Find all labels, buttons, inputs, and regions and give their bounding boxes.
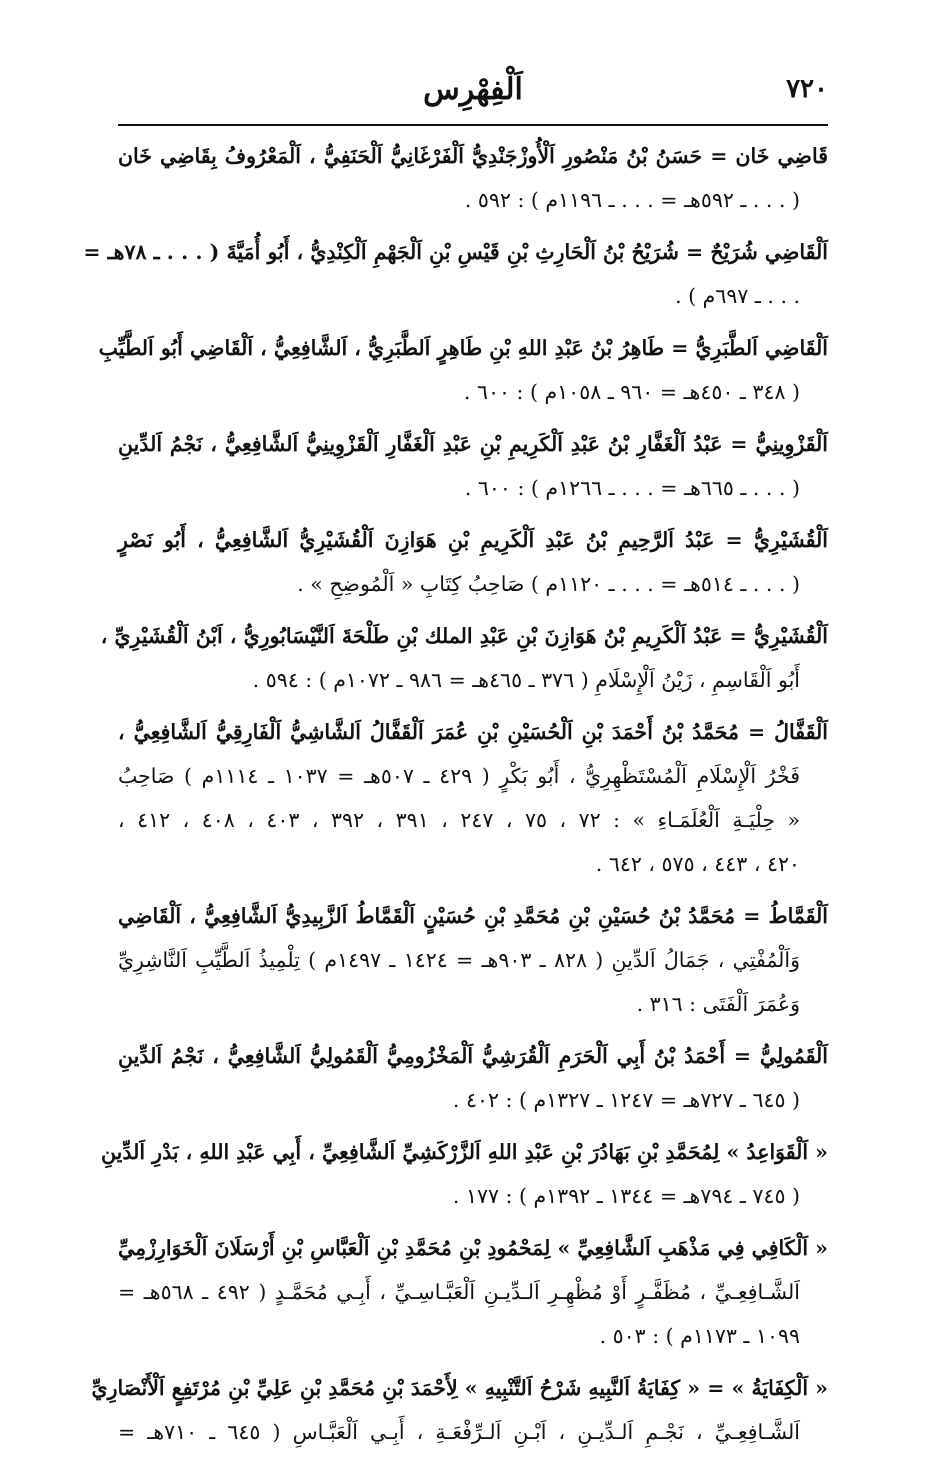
index-entry xyxy=(98,326,828,414)
entry-line: اَلْقُشَيْرِيُّ = عَبْدُ اَلْكَرِيمِ بْنُ هَوَازِنَ بْنِ عَبْدِ الملك بْنِ طَلْحَةَ اَلنَّيْسَابُورِيُّ ، اَبْنُ اَلْقُشَيْرِيِّ ، xyxy=(100,624,828,648)
index-entry xyxy=(118,894,828,1026)
entry-line: ( ٣٤٨ ـ ٤٥٠هـ = ٩٦٠ ـ ١٠٥٨م ) : ٦٠٠ . xyxy=(463,380,800,404)
entry-line: ( . . . ـ ٥٩٢هـ = . . . ـ ١١٩٦م ) : ٥٩٢ . xyxy=(464,188,800,212)
entry-line: « اَلْقَوَاعِدُ » لِمُحَمَّدِ بْنِ بَهَادُرَ بْنِ عَبْدِ اللهِ اَلزَّرْكَشِيِّ اَلشَّافِعِيِّ ، أَبِي عَبْدِ اللهِ ، بَدْرِ اَلدِّينِ xyxy=(101,1140,828,1164)
entry-line: . . . ـ ٦٩٧م ) . xyxy=(675,284,800,308)
entry-line: ( ٧٤٥ ـ ٧٩٤هـ = ١٣٤٤ ـ ١٣٩٢م ) : ١٧٧ . xyxy=(452,1184,800,1208)
page-header xyxy=(118,70,828,114)
page-title: اَلْفِهْرِس xyxy=(423,72,523,107)
index-entries xyxy=(83,134,828,1462)
index-entry xyxy=(118,518,828,606)
header-divider xyxy=(118,124,828,126)
entry-line: « حِلْيَـةِ اَلْعُلَمَـاءِ » : ٧٢ ، ٧٥ ، ٢٤٧ ، ٣٩١ ، ٣٩٢ ، ٤٠٣ ، ٤٠٨ ، ٤١٢ ، xyxy=(118,808,801,832)
entry-line: « اَلْكَافِي فِي مَذْهَبِ اَلشَّافِعِيِّ » لِمَحْمُودِ بْنِ مُحَمَّدِ بْنِ اَلْعَبَّاسِ بْنِ أَرْسَلَانَ اَلْخَوَارِزْمِيِّ xyxy=(118,1236,828,1260)
index-entry xyxy=(118,1226,828,1358)
page-number: ٧٢٠ xyxy=(786,74,828,104)
entry-line: اَلْقَفَّالُ = مُحَمَّدُ بْنُ أَحْمَدَ بْنِ اَلْحُسَيْنِ بْنِ عُمَرَ اَلْقَفَّالُ اَلشَّاشِيُّ اَلْفَارِقِيُّ اَلشَّافِعِيُّ ، xyxy=(118,720,828,744)
entry-line: فَخْرُ اَلْإِسْلَامِ اَلْمُسْتَظْهِرِيُّ ، أَبُو بَكْرٍ ( ٤٢٩ ـ ٥٠٧هـ = ١٠٣٧ ـ ١١١٤م ) صَاحِبُ xyxy=(118,764,800,788)
entry-line: قَاضِي خَان = حَسَنُ بْنُ مَنْصُورِ اَلْأُوزْجَنْدِيُّ اَلْفَرْغَانِيُّ اَلْحَنَفِيُّ ، اَلْمَعْرُوفُ بِقَاضِي خَان xyxy=(118,144,828,168)
index-entry xyxy=(83,230,828,318)
entry-line: ( . . . ـ ٥١٤هـ = . . . ـ ١١٢٠م ) صَاحِبُ كِتَابِ « اَلْمُوضِحِ » . xyxy=(297,572,800,596)
index-entry xyxy=(100,614,828,702)
entry-line: ١٠٩٩ ـ ١١٧٣م ) : ٥٠٣ . xyxy=(599,1324,800,1348)
index-entry xyxy=(118,710,828,886)
index-entry xyxy=(118,134,828,222)
entry-line: ( ٦٤٥ ـ ٧٢٧هـ = ١٢٤٧ ـ ١٣٢٧م ) : ٤٠٢ . xyxy=(452,1088,800,1112)
entry-line: وَعُمَرَ اَلْفَتَى : ٣١٦ . xyxy=(636,992,800,1016)
index-entry xyxy=(101,1130,828,1218)
index-entry xyxy=(118,1034,828,1122)
entry-line: اَلْقُشَيْرِيُّ = عَبْدُ اَلرَّحِيمِ بْنُ عَبْدِ اَلْكَرِيمِ بْنِ هَوَازِنَ اَلْقُشَيْرِيُّ اَلشَّافِعِيُّ ، أَبُو نَصْرٍ xyxy=(118,528,828,552)
entry-line: اَلْقَاضِي اَلطَّبَرِيُّ = طَاهِرُ بْنُ عَبْدِ اللهِ بْنِ طَاهِرٍ اَلطَّبَرِيُّ ، اَلشَّافِعِيُّ ، اَلْقَاضِي أَبُو اَلطَّيِّبِ xyxy=(98,336,828,360)
index-entry xyxy=(118,422,828,510)
entry-line: ٤٢٠ ، ٤٤٣ ، ٥٧٥ ، ٦٤٢ . xyxy=(595,852,800,876)
entry-line: أَبُو اَلْقَاسِمِ ، زَيْنُ اَلْإِسْلَامِ ( ٣٧٦ ـ ٤٦٥هـ = ٩٨٦ ـ ١٠٧٢م ) : ٥٩٤ . xyxy=(252,668,800,692)
entry-line: اَلشَّـافِعِـيِّ ، مُظَفَّـرٍ أَوْ مُظْهِـرِ اَلـدِّيـنِ اَلْعَبَّـاسِـيِّ ، أَبِـي مُحَمَّـدٍ ( ٤٩٢ ـ ٥٦٨هـ = xyxy=(118,1280,800,1304)
entry-line: اَلْقَمَّاطُ = مُحَمَّدُ بْنُ حُسَيْنِ بْنِ مُحَمَّدِ بْنِ حُسَيْنٍ اَلْقَمَّاطُ اَلزَّبِيدِيُّ اَلشَّافِعِيُّ ، اَلْقَاضِي xyxy=(118,904,828,928)
entry-line: ( . . . ـ ٦٦٥هـ = . . . ـ ١٢٦٦م ) : ٦٠٠ . xyxy=(464,476,800,500)
entry-line: اَلْقَمُولِيُّ = أَحْمَدُ بْنُ أَبِي اَلْحَرَمِ اَلْقُرَشِيُّ اَلْمَخْزُومِيُّ اَلْقَمُولِيُّ اَلشَّافِعِيُّ ، نَجْمُ اَلدِّينِ xyxy=(118,1044,828,1068)
entry-line: وَاَلْمُفْتِي ، جَمَالُ اَلدِّينِ ( ٨٢٨ ـ ٩٠٣هـ = ١٤٢٤ ـ ١٤٩٧م ) تِلْمِيذُ اَلطَّيِّبِ اَلنَّاشِرِيِّ xyxy=(118,948,801,972)
index-entry xyxy=(91,1366,828,1454)
entry-line: « اَلْكِفَايَةُ » = « كِفَايَةُ اَلنَّبِيهِ شَرْحُ اَلتَّنْبِيهِ » لِأَحْمَدَ بْنِ مُحَمَّدِ بْنِ عَلِيِّ بْنِ مُرْتَفِعٍ اَلْأَنْصَارِيِّ xyxy=(91,1376,828,1400)
entry-line: اَلْقَاضِي شُرَيْحٌ = شُرَيْحُ بْنُ اَلْحَارِثِ بْنِ قَيْسِ بْنِ اَلْجَهْمِ اَلْكِنْدِيُّ ، أَبُو أُمَيَّةَ ( . . . ـ ٧٨هـ = xyxy=(83,240,828,264)
entry-line: اَلشَّـافِعِـيِّ ، نَجْـمِ اَلـدِّيـنِ ، اَبْـنِ اَلـرِّفْعَـةِ ، أَبِـي اَلْعَبَّـاسِ ( ٦٤٥ ـ ٧١٠هـ = xyxy=(118,1420,801,1444)
entry-line: اَلْقَزْوِينِيُّ = عَبْدُ اَلْغَفَّارِ بْنُ عَبْدِ اَلْكَرِيمِ بْنِ عَبْدِ اَلْغَفَّارِ اَلْقَزْوِينِيُّ اَلشَّافِعِيُّ ، نَجْمُ اَلدِّينِ xyxy=(118,432,828,456)
